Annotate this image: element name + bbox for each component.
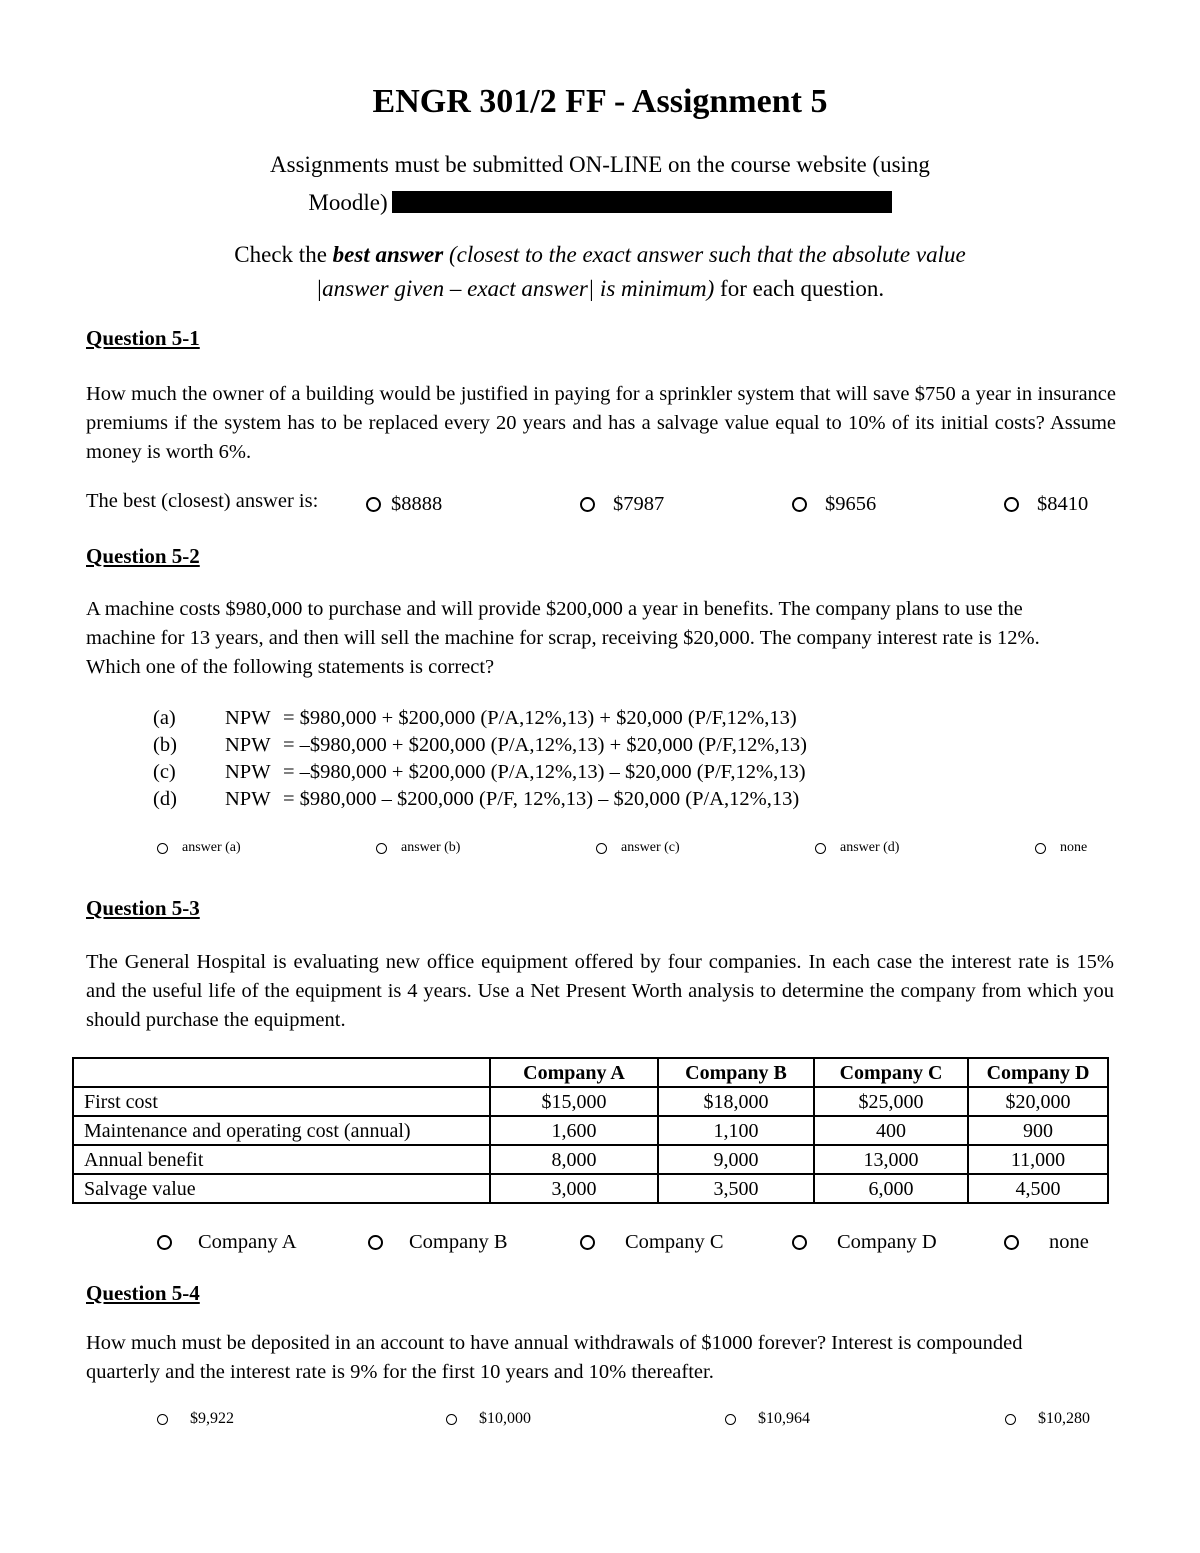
table-row (73, 1145, 1108, 1174)
q1-heading: Question 5-1 (86, 326, 200, 350)
q3-option-b[interactable] (368, 1231, 508, 1254)
table-cell: 900 (968, 1116, 1108, 1145)
q2-option-label: none (1060, 840, 1088, 855)
radio-icon[interactable] (157, 1235, 172, 1250)
equation-label: (a) (153, 707, 176, 729)
q3-option-label: Company B (409, 1231, 508, 1253)
q3-option-d[interactable] (792, 1231, 937, 1254)
equation-npw: NPW (225, 707, 271, 729)
instruction-suffix: for each question. (714, 276, 885, 301)
q3-option-label: Company A (198, 1231, 297, 1253)
submission-note-line1: Assignments must be submitted ON-LINE on the course website (using (270, 152, 930, 177)
equation-label: (b) (153, 734, 177, 756)
table-cell: 13,000 (814, 1145, 968, 1174)
table-cell: 400 (814, 1116, 968, 1145)
q4-heading: Question 5-4 (86, 1281, 200, 1305)
table-header-cell: Company C (814, 1058, 968, 1087)
radio-icon[interactable] (376, 843, 387, 854)
table-header-row (73, 1058, 1108, 1087)
q1-option-4[interactable] (1004, 493, 1088, 516)
q1-option-label: $9656 (825, 493, 877, 515)
equation-npw: NPW (225, 761, 271, 783)
q4-option-label: $9,922 (190, 1410, 234, 1427)
table-row (73, 1174, 1108, 1203)
equation-label: (c) (153, 761, 176, 783)
equation-expr: = $980,000 – $200,000 (P/F, 12%,13) – $20,000 (P/A,12%,13) (283, 788, 800, 810)
q4-text: How much must be deposited in an account to have annual withdrawals of $1000 forever? Interest is compounded quarterly and the interest rate is 9% for the first 10 years and 10% thereafter. (86, 1332, 1023, 1383)
q2-text: A machine costs $980,000 to purchase and will provide $200,000 a year in benefits. The company plans to use the machine for 13 years, and then will sell the machine for scrap, receiving $20,000. The company interest rate is 12%. Which one of the following statements is correct? (86, 598, 1040, 678)
equation-c (153, 759, 807, 786)
radio-icon[interactable] (725, 1414, 736, 1425)
equation-expr: = –$980,000 + $200,000 (P/A,12%,13) + $20,000 (P/F,12%,13) (283, 734, 807, 756)
equation-a (153, 705, 807, 732)
instruction-best-answer: best answer (332, 242, 444, 267)
radio-icon[interactable] (580, 497, 595, 512)
table-cell: $18,000 (658, 1087, 814, 1116)
submission-note-line2 (0, 186, 1200, 220)
table-row (73, 1116, 1108, 1145)
q2-option-d[interactable] (815, 840, 899, 856)
table-cell: 6,000 (814, 1174, 968, 1203)
table-cell: 11,000 (968, 1145, 1108, 1174)
q3-option-c[interactable] (580, 1231, 724, 1254)
q4-option-4[interactable] (1005, 1410, 1090, 1428)
radio-icon[interactable] (368, 1235, 383, 1250)
table-row (73, 1087, 1108, 1116)
equation-npw: NPW (225, 734, 271, 756)
redaction-bar (392, 191, 892, 213)
table-cell: $25,000 (814, 1087, 968, 1116)
radio-icon[interactable] (366, 497, 381, 512)
table-cell: $15,000 (490, 1087, 658, 1116)
equation-expr: = –$980,000 + $200,000 (P/A,12%,13) – $20,000 (P/F,12%,13) (283, 761, 806, 783)
radio-icon[interactable] (815, 843, 826, 854)
q3-option-label: none (1049, 1231, 1089, 1253)
radio-icon[interactable] (792, 497, 807, 512)
q3-option-a[interactable] (157, 1231, 297, 1254)
page-title: ENGR 301/2 FF - Assignment 5 (372, 83, 828, 120)
q3-heading: Question 5-3 (86, 896, 200, 920)
radio-icon[interactable] (580, 1235, 595, 1250)
q1-option-3[interactable] (792, 493, 876, 516)
instruction-italic1: (closest to the exact answer such that the absolute value (443, 242, 966, 267)
table-cell: 8,000 (490, 1145, 658, 1174)
equation-npw: NPW (225, 788, 271, 810)
q4-option-label: $10,280 (1038, 1410, 1090, 1427)
table-cell: 9,000 (658, 1145, 814, 1174)
q2-heading: Question 5-2 (86, 544, 200, 568)
radio-icon[interactable] (157, 1414, 168, 1425)
table-header-cell: Company A (490, 1058, 658, 1087)
radio-icon[interactable] (1035, 843, 1046, 854)
table-cell: $20,000 (968, 1087, 1108, 1116)
table-header-cell (73, 1058, 490, 1087)
table-cell: 4,500 (968, 1174, 1108, 1203)
equation-label: (d) (153, 788, 177, 810)
instruction-line1 (0, 238, 1200, 272)
table-cell: Salvage value (73, 1174, 490, 1203)
q2-option-none[interactable] (1035, 840, 1087, 856)
q1-option-2[interactable] (580, 493, 664, 516)
q2-option-c[interactable] (596, 840, 680, 856)
radio-icon[interactable] (157, 843, 168, 854)
table-cell: 3,500 (658, 1174, 814, 1203)
table-cell: First cost (73, 1087, 490, 1116)
table-header-cell: Company D (968, 1058, 1108, 1087)
q2-option-a[interactable] (157, 840, 241, 856)
radio-icon[interactable] (792, 1235, 807, 1250)
q1-text: How much the owner of a building would be justified in paying for a sprinkler system that will save $750 a year in insurance premiums if the system has to be replaced every 20 years and has a salvage value equal to 10% of its initial costs? Assume money is worth 6%. (86, 383, 1116, 463)
equation-b (153, 732, 807, 759)
radio-icon[interactable] (446, 1414, 457, 1425)
equation-d (153, 786, 807, 813)
q2-equations (153, 705, 807, 813)
q2-option-b[interactable] (376, 840, 460, 856)
q1-option-label: $8888 (391, 493, 443, 515)
q1-option-label: $8410 (1037, 493, 1089, 515)
radio-icon[interactable] (1004, 1235, 1019, 1250)
q4-option-3[interactable] (725, 1410, 810, 1428)
q4-option-label: $10,964 (758, 1410, 810, 1427)
q3-text: The General Hospital is evaluating new office equipment offered by four companies. In each case the interest rate is 15% and the useful life of the equipment is 4 years. Use a Net Present Worth analysis to determine the company from which you should purchase the equipment. (86, 951, 1114, 1031)
q2-option-label: answer (d) (840, 840, 900, 855)
table-cell: Maintenance and operating cost (annual) (73, 1116, 490, 1145)
q4-option-label: $10,000 (479, 1410, 531, 1427)
q3-option-none[interactable] (1004, 1231, 1089, 1254)
radio-icon[interactable] (596, 843, 607, 854)
instruction-italic2: |answer given – exact answer| is minimum) (315, 276, 715, 301)
company-comparison-table (72, 1057, 1109, 1204)
q1-option-1[interactable] (366, 493, 442, 516)
q4-option-1[interactable] (157, 1410, 234, 1428)
q2-option-label: answer (c) (621, 840, 680, 855)
instruction-line2 (0, 272, 1200, 306)
q3-option-label: Company D (837, 1231, 937, 1253)
q4-option-2[interactable] (446, 1410, 531, 1428)
table-header-cell: Company B (658, 1058, 814, 1087)
q1-option-label: $7987 (613, 493, 665, 515)
table-cell: 1,600 (490, 1116, 658, 1145)
equation-expr: = $980,000 + $200,000 (P/A,12%,13) + $20,000 (P/F,12%,13) (283, 707, 797, 729)
table-cell: Annual benefit (73, 1145, 490, 1174)
instruction-prefix: Check the (234, 242, 333, 267)
moodle-label: Moodle) (308, 190, 388, 215)
radio-icon[interactable] (1005, 1414, 1016, 1425)
q2-option-label: answer (b) (401, 840, 461, 855)
q2-option-label: answer (a) (182, 840, 241, 855)
table-cell: 3,000 (490, 1174, 658, 1203)
q3-option-label: Company C (625, 1231, 724, 1253)
table-cell: 1,100 (658, 1116, 814, 1145)
q1-prompt: The best (closest) answer is: (86, 490, 319, 512)
radio-icon[interactable] (1004, 497, 1019, 512)
